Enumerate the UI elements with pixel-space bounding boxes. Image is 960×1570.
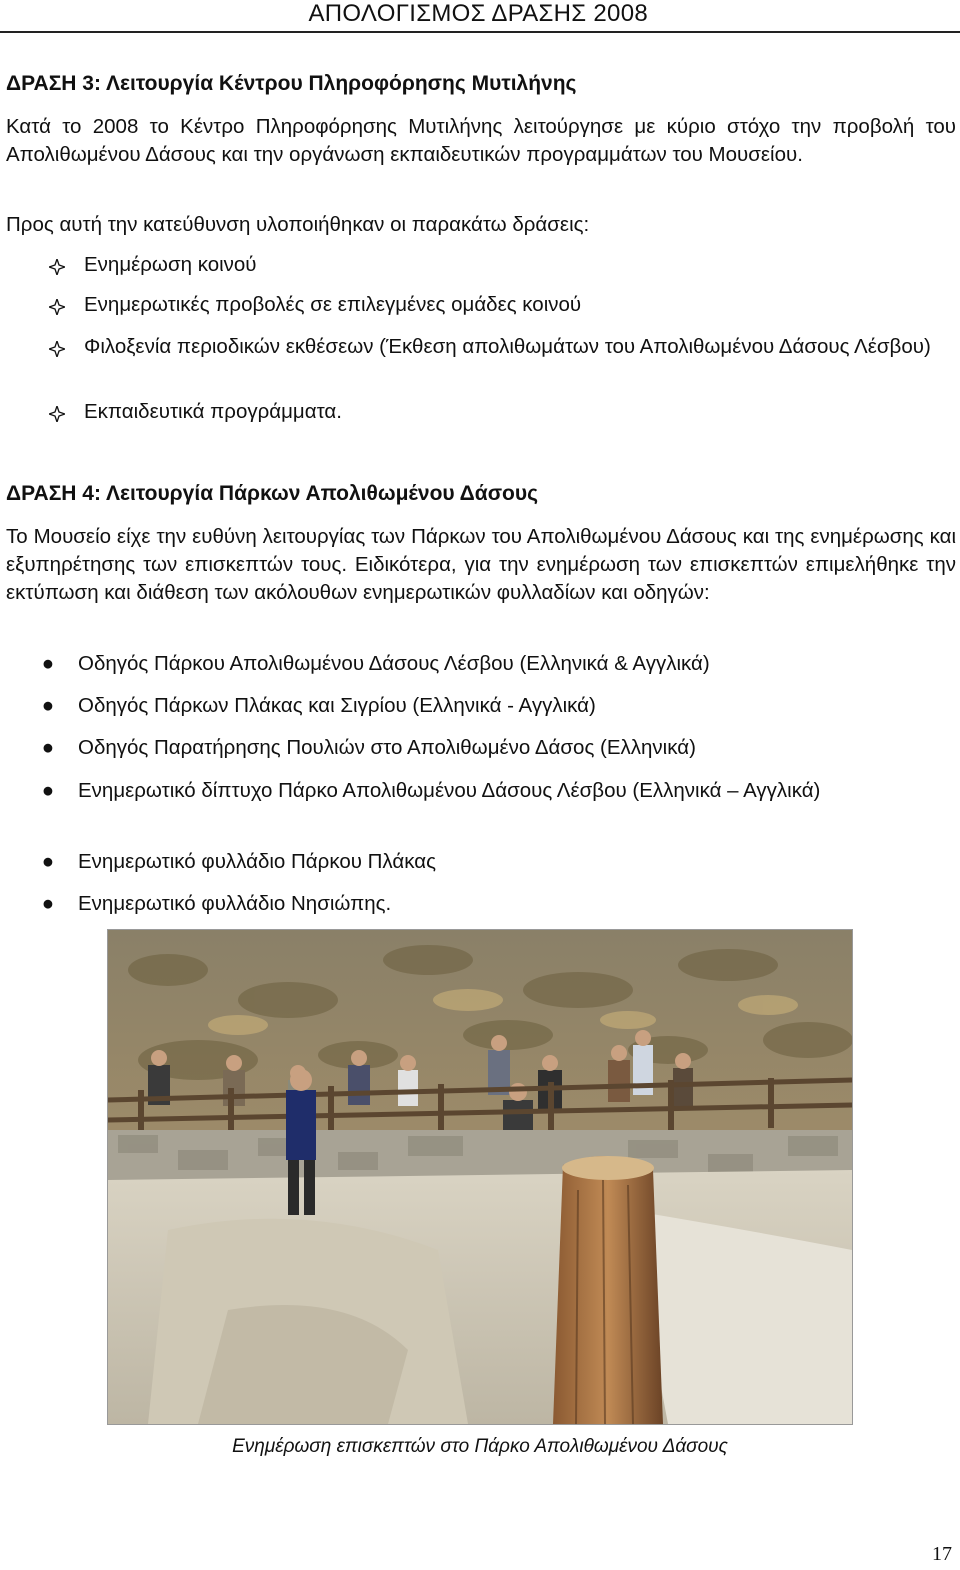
diamond-bullet-icon [47,251,67,279]
header-divider [0,31,960,33]
bullet-dot-icon: ● [41,694,55,717]
list-item-text: Ενημερωτικές προβολές σε επιλεγμένες ομάδες κοινού [84,293,582,316]
diamond-bullet-icon [47,398,67,426]
list-item-text: Ενημερωτικό δίπτυχο Πάρκο Απολιθωμένου Δάσους Λέσβου (Ελληνικά – Αγγλικά) [78,779,821,802]
bullet-dot-icon: ● [41,736,55,759]
bullet-dot-icon: ● [41,779,55,802]
page-number: 17 [932,1543,952,1565]
list-item-text: Οδηγός Πάρκων Πλάκας και Σιγρίου (Ελληνικά - Αγγλικά) [78,694,596,717]
list-item-text: Ενημερωτικό φυλλάδιο Νησιώπης. [78,892,392,915]
park-visitors-photo [107,929,853,1425]
section-4-title: ΔΡΑΣΗ 4: Λειτουργία Πάρκων Απολιθωμένου Δάσους [6,482,539,505]
diamond-bullet-icon [47,333,67,361]
list-item-text: Οδηγός Πάρκου Απολιθωμένου Δάσους Λέσβου (Ελληνικά & Αγγλικά) [78,652,710,675]
list-item-text: Ενημέρωση κοινού [84,253,257,276]
list-item-text: Φιλοξενία περιοδικών εκθέσεων (Έκθεση απολιθωμάτων του Απολιθωμένου Δάσους Λέσβου) [84,335,931,358]
running-header: ΑΠΟΛΟΓΙΣΜΟΣ ΔΡΑΣΗΣ 2008 [308,0,648,27]
list-item-text: Οδηγός Παρατήρησης Πουλιών στο Απολιθωμένο Δάσος (Ελληνικά) [78,736,696,759]
list-item-text: Ενημερωτικό φυλλάδιο Πάρκου Πλάκας [78,850,436,873]
bullet-dot-icon: ● [41,850,55,873]
list-item-text: Εκπαιδευτικά προγράμματα. [84,400,342,423]
section-3-lead: Προς αυτή την κατεύθυνση υλοποιήθηκαν οι παρακάτω δράσεις: [6,213,590,236]
section-3-intro: Κατά το 2008 το Κέντρο Πληροφόρησης Μυτιλήνης λειτούργησε με κύριο στόχο την προβολή του Απολιθωμένου Δάσους και την οργάνωση εκπαιδευτικών προγραμμάτων του Μουσείου. [6,115,956,166]
bullet-dot-icon: ● [41,652,55,675]
figure-caption: Ενημέρωση επισκεπτών στο Πάρκο Απολιθωμένου Δάσους [232,1436,728,1457]
bullet-dot-icon: ● [41,892,55,915]
section-3-title: ΔΡΑΣΗ 3: Λειτουργία Κέντρου Πληροφόρησης Μυτιλήνης [6,72,577,95]
section-4-intro: Το Μουσείο είχε την ευθύνη λειτουργίας των Πάρκων του Απολιθωμένου Δάσους και της ενημέρωσης και εξυπηρέτησης των επισκεπτών τους. Ειδικότερα, για την ενημέρωση των επισκεπτών επιμελήθηκε την εκτύπωση και διάθεση των ακόλουθων ενημερωτικών φυλλαδίων και οδηγών: [6,525,956,604]
diamond-bullet-icon [47,291,67,319]
